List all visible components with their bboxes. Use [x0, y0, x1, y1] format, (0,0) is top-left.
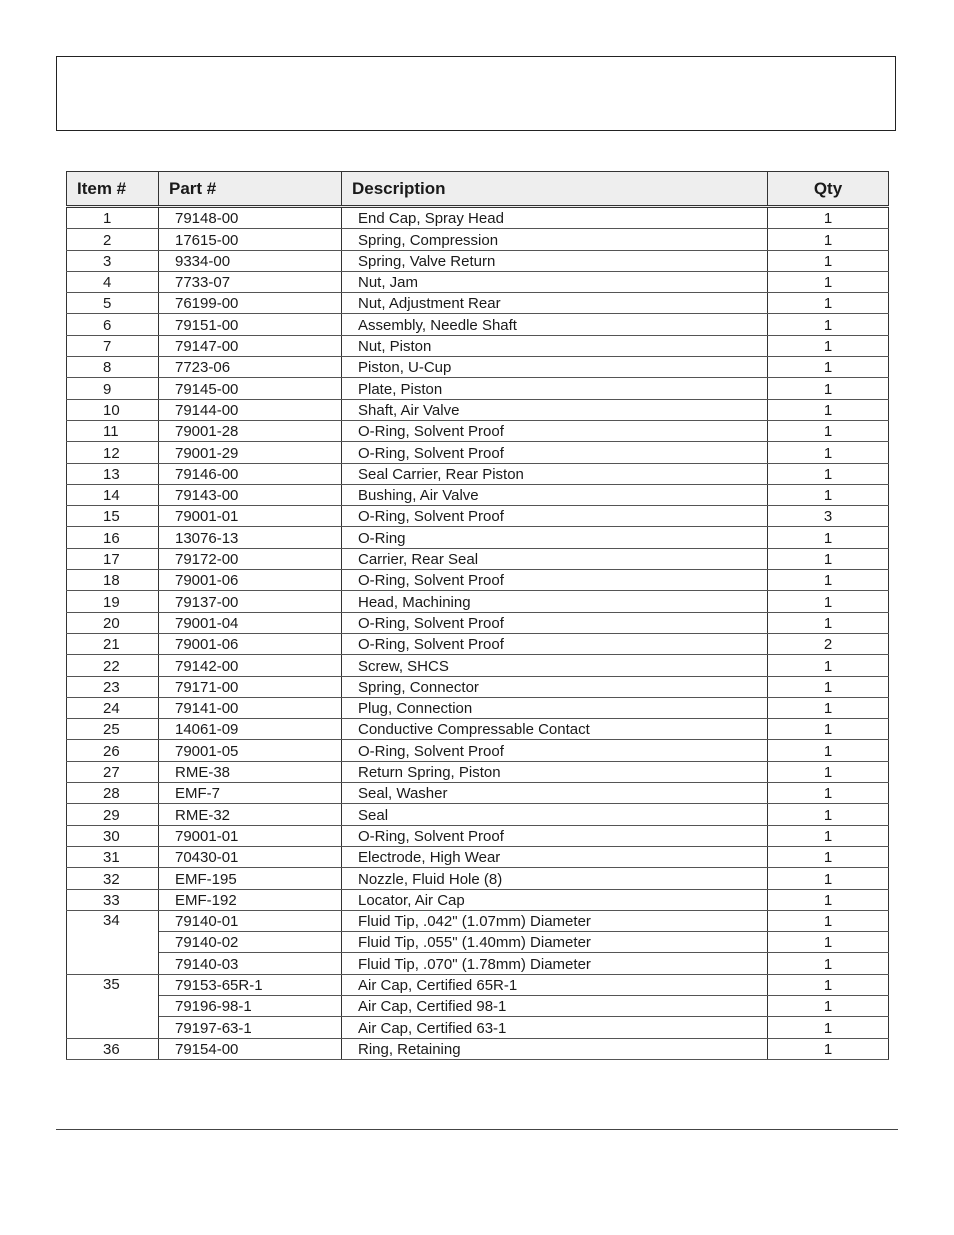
item-number-cell: 23: [67, 676, 159, 697]
qty-cell: 1: [768, 250, 889, 271]
part-number-cell: 79001-28: [159, 420, 342, 441]
part-number-cell: 79001-04: [159, 612, 342, 633]
description-cell: Nut, Adjustment Rear: [342, 293, 768, 314]
table-row: [67, 612, 889, 633]
description-cell: Conductive Compressable Contact: [342, 719, 768, 740]
part-number-cell: 79172-00: [159, 548, 342, 569]
part-number-cell: 79154-00: [159, 1038, 342, 1059]
description-cell: Screw, SHCS: [342, 655, 768, 676]
description-cell: Fluid Tip, .070" (1.78mm) Diameter: [342, 953, 768, 974]
part-number-cell: 79153-65R-1: [159, 974, 342, 995]
table-row: [67, 484, 889, 505]
qty-cell: 1: [768, 591, 889, 612]
part-number-cell: 79001-01: [159, 825, 342, 846]
qty-cell: 1: [768, 335, 889, 356]
table-row: [67, 293, 889, 314]
table-row: [67, 825, 889, 846]
description-cell: Return Spring, Piston: [342, 761, 768, 782]
table-row: [67, 995, 889, 1016]
part-number-cell: 79196-98-1: [159, 995, 342, 1016]
description-cell: Fluid Tip, .055" (1.40mm) Diameter: [342, 932, 768, 953]
part-number-cell: 7723-06: [159, 357, 342, 378]
description-cell: Head, Machining: [342, 591, 768, 612]
item-number-cell: 17: [67, 548, 159, 569]
item-number-cell: 21: [67, 633, 159, 654]
description-cell: Fluid Tip, .042" (1.07mm) Diameter: [342, 910, 768, 931]
qty-cell: 1: [768, 761, 889, 782]
qty-cell: 1: [768, 719, 889, 740]
table-row: [67, 357, 889, 378]
description-cell: Locator, Air Cap: [342, 889, 768, 910]
item-number-cell: [67, 910, 159, 974]
table-row: [67, 889, 889, 910]
table-row: [67, 783, 889, 804]
table-row: [67, 570, 889, 591]
part-number-cell: 79171-00: [159, 676, 342, 697]
item-number-cell: 32: [67, 868, 159, 889]
item-number-cell: 12: [67, 442, 159, 463]
table-row: [67, 548, 889, 569]
qty-cell: 1: [768, 229, 889, 250]
table-row: [67, 463, 889, 484]
description-cell: O-Ring, Solvent Proof: [342, 740, 768, 761]
description-cell: Shaft, Air Valve: [342, 399, 768, 420]
part-number-cell: 79001-05: [159, 740, 342, 761]
description-cell: O-Ring, Solvent Proof: [342, 612, 768, 633]
table-row: [67, 953, 889, 974]
qty-cell: 1: [768, 570, 889, 591]
item-number: 35: [103, 975, 120, 993]
item-number-cell: 33: [67, 889, 159, 910]
table-row: [67, 229, 889, 250]
table-row: [67, 250, 889, 271]
qty-cell: 1: [768, 527, 889, 548]
part-number-cell: 79141-00: [159, 697, 342, 718]
column-header-qty: Qty: [768, 172, 889, 207]
item-number-cell: 18: [67, 570, 159, 591]
part-number-cell: 79001-06: [159, 633, 342, 654]
item-number-cell: 5: [67, 293, 159, 314]
description-cell: Air Cap, Certified 63-1: [342, 1017, 768, 1038]
item-number-cell: 30: [67, 825, 159, 846]
table-row: [67, 591, 889, 612]
description-cell: O-Ring, Solvent Proof: [342, 633, 768, 654]
part-number-cell: 9334-00: [159, 250, 342, 271]
part-number-cell: 17615-00: [159, 229, 342, 250]
qty-cell: 1: [768, 974, 889, 995]
column-header-description: Description: [342, 172, 768, 207]
item-number-cell: 25: [67, 719, 159, 740]
description-cell: Seal, Washer: [342, 783, 768, 804]
part-number-cell: RME-32: [159, 804, 342, 825]
table-row: [67, 1038, 889, 1059]
description-cell: Plug, Connection: [342, 697, 768, 718]
qty-cell: 1: [768, 1038, 889, 1059]
item-number-cell: 31: [67, 846, 159, 867]
qty-cell: 1: [768, 655, 889, 676]
item-number-cell: 29: [67, 804, 159, 825]
qty-cell: 1: [768, 293, 889, 314]
part-number-cell: 79197-63-1: [159, 1017, 342, 1038]
qty-cell: 1: [768, 271, 889, 292]
qty-cell: 1: [768, 420, 889, 441]
item-number-cell: 36: [67, 1038, 159, 1059]
part-number-cell: 13076-13: [159, 527, 342, 548]
table-row: [67, 740, 889, 761]
item-number-cell: 19: [67, 591, 159, 612]
description-cell: Seal: [342, 804, 768, 825]
part-number-cell: 76199-00: [159, 293, 342, 314]
item-number-cell: 13: [67, 463, 159, 484]
parts-table-body: [67, 207, 889, 1060]
footer-rule: [56, 1129, 898, 1130]
header-box: [56, 56, 896, 131]
qty-cell: 1: [768, 783, 889, 804]
qty-cell: 1: [768, 995, 889, 1016]
qty-cell: 3: [768, 506, 889, 527]
qty-cell: 1: [768, 804, 889, 825]
part-number-cell: 79148-00: [159, 207, 342, 229]
item-number: 34: [103, 911, 120, 929]
description-cell: Spring, Connector: [342, 676, 768, 697]
table-row: [67, 932, 889, 953]
description-cell: Bushing, Air Valve: [342, 484, 768, 505]
part-number-cell: 79001-01: [159, 506, 342, 527]
table-row: [67, 527, 889, 548]
part-number-cell: 79142-00: [159, 655, 342, 676]
item-number-cell: 14: [67, 484, 159, 505]
table-row: [67, 910, 889, 931]
description-cell: Piston, U-Cup: [342, 357, 768, 378]
item-number-cell: 27: [67, 761, 159, 782]
qty-cell: 1: [768, 314, 889, 335]
qty-cell: 1: [768, 932, 889, 953]
table-row: [67, 420, 889, 441]
item-number-cell: 7: [67, 335, 159, 356]
part-number-cell: 79146-00: [159, 463, 342, 484]
part-number-cell: EMF-192: [159, 889, 342, 910]
item-number-cell: [67, 974, 159, 1038]
table-row: [67, 719, 889, 740]
item-number-cell: 9: [67, 378, 159, 399]
qty-cell: 1: [768, 953, 889, 974]
qty-cell: 1: [768, 676, 889, 697]
part-number-cell: 7733-07: [159, 271, 342, 292]
qty-cell: 1: [768, 378, 889, 399]
table-row: [67, 1017, 889, 1038]
part-number-cell: EMF-195: [159, 868, 342, 889]
table-row: [67, 399, 889, 420]
qty-cell: 1: [768, 484, 889, 505]
description-cell: Electrode, High Wear: [342, 846, 768, 867]
description-cell: Seal Carrier, Rear Piston: [342, 463, 768, 484]
table-row: [67, 207, 889, 229]
qty-cell: 1: [768, 740, 889, 761]
table-row: [67, 442, 889, 463]
part-number-cell: 79140-01: [159, 910, 342, 931]
table-row: [67, 655, 889, 676]
table-row: [67, 868, 889, 889]
qty-cell: 2: [768, 633, 889, 654]
item-number-cell: 22: [67, 655, 159, 676]
qty-cell: 1: [768, 868, 889, 889]
description-cell: Spring, Compression: [342, 229, 768, 250]
item-number-cell: 8: [67, 357, 159, 378]
description-cell: O-Ring, Solvent Proof: [342, 506, 768, 527]
part-number-cell: 79137-00: [159, 591, 342, 612]
part-number-cell: 79001-06: [159, 570, 342, 591]
table-row: [67, 314, 889, 335]
description-cell: Ring, Retaining: [342, 1038, 768, 1059]
table-header-row: [67, 172, 889, 207]
table-row: [67, 761, 889, 782]
qty-cell: 1: [768, 1017, 889, 1038]
parts-table: [66, 171, 889, 1060]
table-row: [67, 676, 889, 697]
qty-cell: 1: [768, 357, 889, 378]
qty-cell: 1: [768, 889, 889, 910]
item-number-cell: 26: [67, 740, 159, 761]
description-cell: Assembly, Needle Shaft: [342, 314, 768, 335]
part-number-cell: 79144-00: [159, 399, 342, 420]
part-number-cell: EMF-7: [159, 783, 342, 804]
table-row: [67, 335, 889, 356]
item-number-cell: 16: [67, 527, 159, 548]
item-number-cell: 3: [67, 250, 159, 271]
qty-cell: 1: [768, 825, 889, 846]
column-header-item: Item #: [67, 172, 159, 207]
description-cell: Air Cap, Certified 65R-1: [342, 974, 768, 995]
part-number-cell: 79143-00: [159, 484, 342, 505]
description-cell: Nozzle, Fluid Hole (8): [342, 868, 768, 889]
part-number-cell: 70430-01: [159, 846, 342, 867]
item-number-cell: 10: [67, 399, 159, 420]
parts-table-container: [66, 171, 888, 1060]
part-number-cell: 79140-02: [159, 932, 342, 953]
description-cell: O-Ring, Solvent Proof: [342, 442, 768, 463]
item-number-cell: 24: [67, 697, 159, 718]
qty-cell: 1: [768, 548, 889, 569]
item-number-cell: 15: [67, 506, 159, 527]
qty-cell: 1: [768, 442, 889, 463]
item-number-cell: 1: [67, 207, 159, 229]
item-number-cell: 11: [67, 420, 159, 441]
item-number-cell: 2: [67, 229, 159, 250]
description-cell: O-Ring, Solvent Proof: [342, 570, 768, 591]
qty-cell: 1: [768, 910, 889, 931]
qty-cell: 1: [768, 846, 889, 867]
part-number-cell: 14061-09: [159, 719, 342, 740]
table-row: [67, 271, 889, 292]
part-number-cell: 79145-00: [159, 378, 342, 399]
table-row: [67, 846, 889, 867]
part-number-cell: 79147-00: [159, 335, 342, 356]
description-cell: Plate, Piston: [342, 378, 768, 399]
description-cell: O-Ring, Solvent Proof: [342, 420, 768, 441]
item-number-cell: 28: [67, 783, 159, 804]
description-cell: Air Cap, Certified 98-1: [342, 995, 768, 1016]
table-row: [67, 974, 889, 995]
qty-cell: 1: [768, 612, 889, 633]
qty-cell: 1: [768, 399, 889, 420]
qty-cell: 1: [768, 463, 889, 484]
description-cell: Nut, Jam: [342, 271, 768, 292]
description-cell: O-Ring, Solvent Proof: [342, 825, 768, 846]
description-cell: Spring, Valve Return: [342, 250, 768, 271]
item-number-cell: 20: [67, 612, 159, 633]
table-row: [67, 804, 889, 825]
column-header-part: Part #: [159, 172, 342, 207]
table-row: [67, 506, 889, 527]
table-row: [67, 633, 889, 654]
part-number-cell: 79001-29: [159, 442, 342, 463]
part-number-cell: 79151-00: [159, 314, 342, 335]
part-number-cell: 79140-03: [159, 953, 342, 974]
description-cell: O-Ring: [342, 527, 768, 548]
description-cell: Carrier, Rear Seal: [342, 548, 768, 569]
table-row: [67, 697, 889, 718]
description-cell: Nut, Piston: [342, 335, 768, 356]
part-number-cell: RME-38: [159, 761, 342, 782]
item-number-cell: 4: [67, 271, 159, 292]
table-row: [67, 378, 889, 399]
qty-cell: 1: [768, 697, 889, 718]
description-cell: End Cap, Spray Head: [342, 207, 768, 229]
item-number-cell: 6: [67, 314, 159, 335]
qty-cell: 1: [768, 207, 889, 229]
